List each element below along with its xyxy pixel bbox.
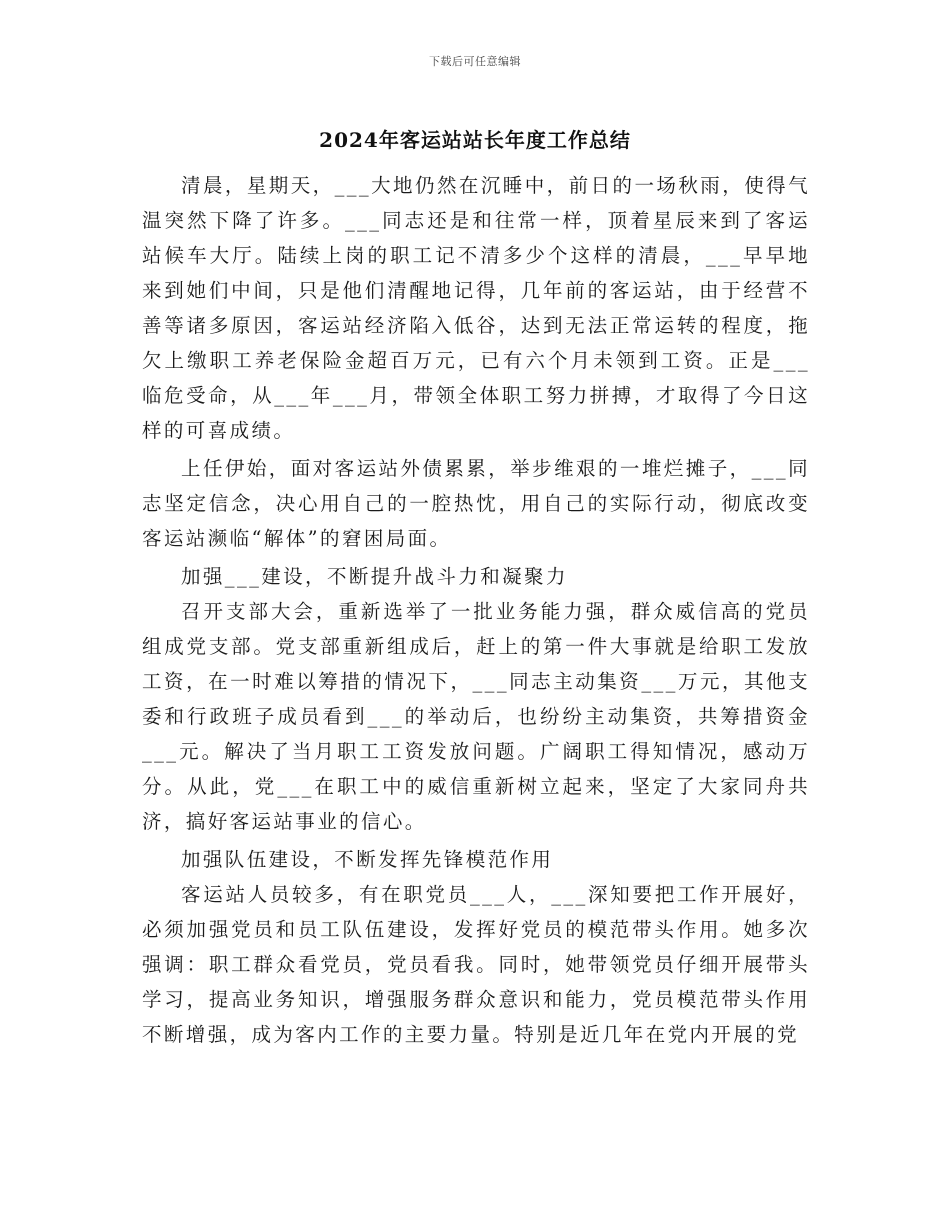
body-paragraph-3: 召开支部大会，重新选举了一批业务能力强，群众威信高的党员组成党支部。党支部重新组成后，赶上的第一件大事就是给职工发放工资，在一时难以筹措的情况下，___同志主动集资___万元，其他支委和行政班子成员看到___的举动后，也纷纷主动集资，共筹措资金___元。解决了当月职工工资发放问题。广阔职工得知情况，感动万分。从此，党___在职工中的威信重新树立起来，坚定了大家同舟共济，搞好客运站事业的信心。 [142,600,810,833]
section-heading-2: 加强队伍建设，不断发挥先锋模范作用 [181,848,554,871]
body-paragraph-2: 上任伊始，面对客运站外债累累，举步维艰的一堆烂摊子，___同志坚定信念，决心用自己的一腔热忱，用自己的实际行动，彻底改变客运站濒临“解体”的窘困局面。 [142,457,810,550]
body-paragraph-4: 客运站人员较多，有在职党员___人，___深知要把工作开展好，必须加强党员和员工队伍建设，发挥好党员的模范带头作用。她多次强调：职工群众看党员，党员看我。同时，她带领党员仔细开展带头学习，提高业务知识，增强服务群众意识和能力，党员模范带头作用不断增强，成为客内工作的主要力量。特别是近几年在党内开展的党 [142,883,810,1046]
document-title: 2024年客运站站长年度工作总结 [319,128,631,152]
body-paragraph-1: 清晨，星期天，___大地仍然在沉睡中，前日的一场秋雨，使得气温突然下降了许多。___同志还是和往常一样，顶着星辰来到了客运站候车大厅。陆续上岗的职工记不清多少个这样的清晨，___早早地来到她们中间，只是他们清醒地记得，几年前的客运站，由于经营不善等诸多原因，客运站经济陷入低谷，达到无法正常运转的程度，拖欠上缴职工养老保险金超百万元，已有六个月未领到工资。正是___临危受命，从___年___月，带领全体职工努力拼搏，才取得了今日这样的可喜成绩。 [142,174,810,442]
document-body [142,168,810,1052]
header-note: 下载后可任意编辑 [429,55,521,68]
section-heading-1: 加强___建设，不断提升战斗力和凝聚力 [181,565,568,588]
